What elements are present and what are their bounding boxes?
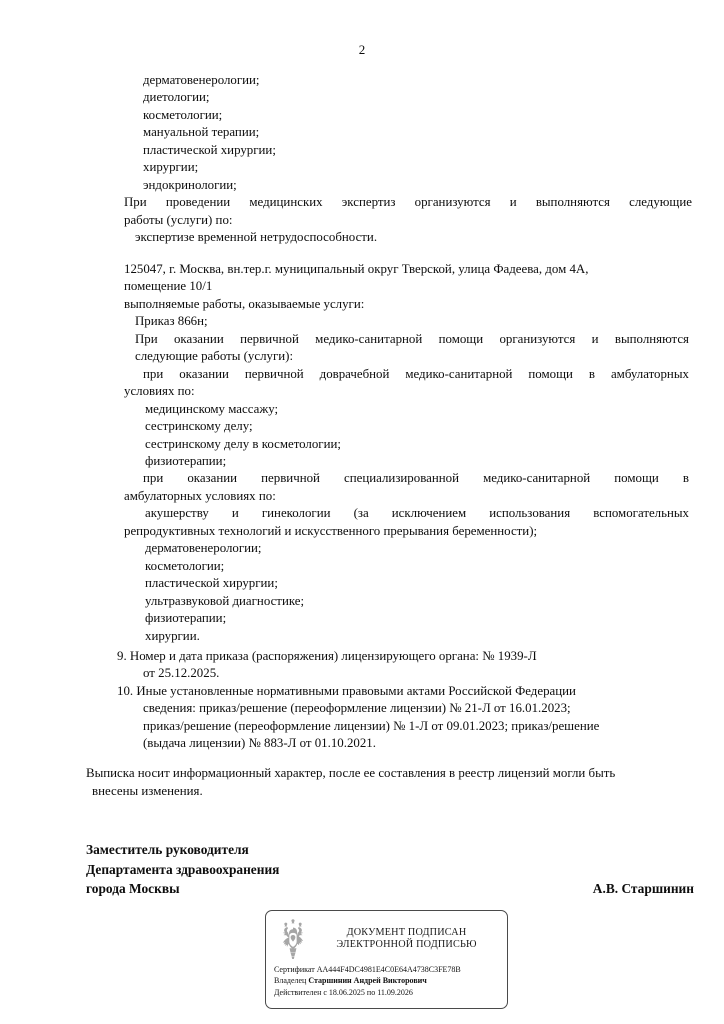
russian-coat-of-arms-icon	[274, 918, 312, 960]
list-item: эндокринологии;	[143, 177, 237, 192]
text-fragment: первичной	[244, 366, 304, 381]
list-item: ультразвуковой диагностике;	[145, 593, 305, 608]
text-fragment: выполняются	[614, 331, 689, 346]
text-fragment: исключением	[391, 506, 467, 521]
list-item: сестринскому делу;	[145, 419, 253, 434]
text-fragment: в	[682, 471, 689, 486]
text-fragment: в	[588, 366, 595, 381]
text-fragment: помощи	[438, 331, 484, 346]
specialized-care-line-1	[117, 470, 692, 487]
electronic-signature-stamp	[265, 910, 508, 1009]
list-item: диетологии;	[143, 90, 210, 105]
text-fragment: и	[509, 195, 517, 210]
clause-text-cont: (выдача лицензии) № 883-Л от 01.10.2021.	[143, 736, 376, 751]
signer-title-line-3: города Москвы	[86, 881, 180, 897]
text-fragment: первичной	[261, 471, 320, 486]
stamp-validity-row	[274, 987, 499, 998]
address-line-2: помещение 10/1	[124, 279, 213, 294]
list-item: физиотерапии;	[145, 611, 227, 626]
clause-text: Номер и дата приказа (распоряжения) лицензирующего органа: № 1939-Л	[129, 649, 537, 663]
stamp-title-line-2: ЭЛЕКТРОННОЙ ПОДПИСЬЮ	[336, 939, 477, 950]
list-item: хирургии.	[145, 628, 200, 643]
obstetrics-line-2: репродуктивных технологий и искусственного прерывания беременности);	[124, 523, 538, 538]
text-fragment: оказании	[179, 366, 229, 381]
text-fragment: вспомогательных	[593, 506, 689, 521]
text-fragment: доврачебной	[319, 366, 390, 381]
list-item: физиотерапии;	[145, 453, 227, 468]
list-item: пластической хирургии;	[145, 576, 278, 591]
text-fragment: помощи	[528, 366, 573, 381]
text-fragment: акушерству	[145, 506, 209, 521]
text-fragment: и	[231, 506, 239, 521]
stamp-validity-label: Действителен с	[274, 987, 327, 997]
text-fragment: медико-санитарной	[483, 471, 591, 486]
clause-number: 9.	[117, 649, 127, 663]
stamp-certificate-label: Сертификат	[274, 965, 315, 974]
text-fragment: выполняются	[535, 195, 610, 210]
page-number: 2	[358, 42, 366, 57]
clause-text-cont: приказ/решение (переоформление лицензии) № 1-Л от 09.01.2023; приказ/решение	[143, 718, 600, 733]
text-fragment: оказании	[173, 331, 224, 346]
clause-number: 10.	[117, 683, 134, 698]
section-first-specialties	[117, 72, 692, 247]
clause-text-cont: сведения: приказ/решение (переоформление лицензии) № 21-Л от 16.01.2023;	[143, 701, 571, 716]
text-fragment: медицинских	[249, 195, 323, 210]
text-fragment: и	[591, 331, 599, 346]
list-item: мануальной терапии;	[143, 125, 260, 140]
expertise-intro-line-1	[117, 194, 692, 211]
text-fragment: первичной	[240, 331, 299, 346]
list-item: пластической хирургии;	[143, 142, 276, 157]
text-fragment: гинекологии	[261, 506, 331, 521]
text-fragment: помощи	[614, 471, 659, 486]
text-fragment: При	[124, 195, 147, 210]
text-fragment: организуются	[414, 195, 491, 210]
clause-9	[117, 648, 692, 683]
list-item: хирургии;	[143, 160, 199, 175]
note-line-1: Выписка носит информационный характер, после ее составления в реестр лицензий могли быть	[86, 766, 616, 780]
clause-text-cont: от 25.12.2025.	[143, 666, 220, 681]
text-fragment: организуются	[499, 331, 576, 346]
list-item: сестринскому делу в косметологии;	[145, 436, 341, 451]
expertise-item: экспертизе временной нетрудоспособности.	[135, 230, 378, 245]
text-fragment: (за	[353, 506, 369, 521]
stamp-validity-from: 18.06.2025	[328, 987, 365, 997]
text-fragment: следующие	[629, 195, 692, 210]
predoctor-care-line-2: условиях по:	[124, 384, 195, 399]
signature-block	[86, 840, 694, 899]
list-item: медицинскому массажу;	[145, 401, 279, 416]
stamp-title	[318, 927, 499, 952]
clause-10	[117, 683, 692, 753]
primary-care-intro-line-2: следующие работы (услуги):	[135, 349, 294, 364]
stamp-certificate-row	[274, 964, 499, 975]
predoctor-care-line-1	[117, 366, 692, 383]
list-item: дерматовенерологии;	[145, 541, 262, 556]
list-item: косметологии;	[143, 107, 223, 122]
text-fragment: медико-санитарной	[405, 366, 513, 381]
text-fragment: специализированной	[344, 471, 459, 486]
informational-note	[86, 765, 694, 800]
expertise-intro-line-2: работы (услуги) по:	[124, 212, 233, 227]
obstetrics-line-1	[117, 505, 692, 522]
text-fragment: проведении	[165, 195, 231, 210]
note-line-2: внесены изменения.	[92, 783, 203, 798]
stamp-header	[274, 916, 499, 962]
signer-title-line-1: Заместитель руководителя	[86, 842, 249, 857]
stamp-title-line-1: ДОКУМЕНТ ПОДПИСАН	[346, 926, 467, 938]
text-fragment: оказании	[187, 471, 238, 486]
stamp-details	[274, 964, 499, 998]
address-line-1: 125047, г. Москва, вн.тер.г. муниципальный округ Тверской, улица Фадеева, дом 4А,	[124, 262, 589, 276]
signer-name: А.В. Старшинин	[592, 881, 694, 897]
stamp-certificate-value: AA444F4DC4981E4C0E64A4738C3FE78B	[316, 965, 461, 974]
signer-title-and-name-row	[86, 879, 694, 899]
signer-title-line-2: Департамента здравоохранения	[86, 861, 280, 877]
text-fragment: при	[143, 471, 164, 486]
stamp-owner-label: Владелец	[274, 976, 307, 986]
text-fragment: экспертиз	[341, 195, 396, 210]
stamp-validity-separator: по	[366, 987, 376, 997]
clause-text: Иные установленные нормативными правовыми актами Российской Федерации	[136, 683, 576, 698]
numbered-clauses	[117, 648, 692, 753]
list-item: дерматовенерологии;	[143, 73, 260, 87]
text-fragment: амбулаторных	[610, 366, 689, 381]
list-item: косметологии;	[145, 558, 225, 573]
specialized-care-line-2: амбулаторных условиях по:	[124, 488, 276, 503]
services-heading: выполняемые работы, оказываемые услуги:	[124, 296, 365, 311]
stamp-owner-row	[274, 975, 499, 986]
address-services-block	[117, 261, 692, 645]
text-fragment: использования	[489, 506, 571, 521]
primary-care-intro-line-1	[117, 331, 692, 348]
stamp-validity-to: 11.09.2026	[377, 987, 413, 997]
text-fragment: при	[143, 366, 164, 381]
text-fragment: При	[135, 331, 158, 346]
stamp-owner-value: Старшинин Андрей Викторович	[308, 976, 427, 986]
text-fragment: медико-санитарной	[315, 331, 423, 346]
order-reference: Приказ 866н;	[135, 314, 208, 329]
